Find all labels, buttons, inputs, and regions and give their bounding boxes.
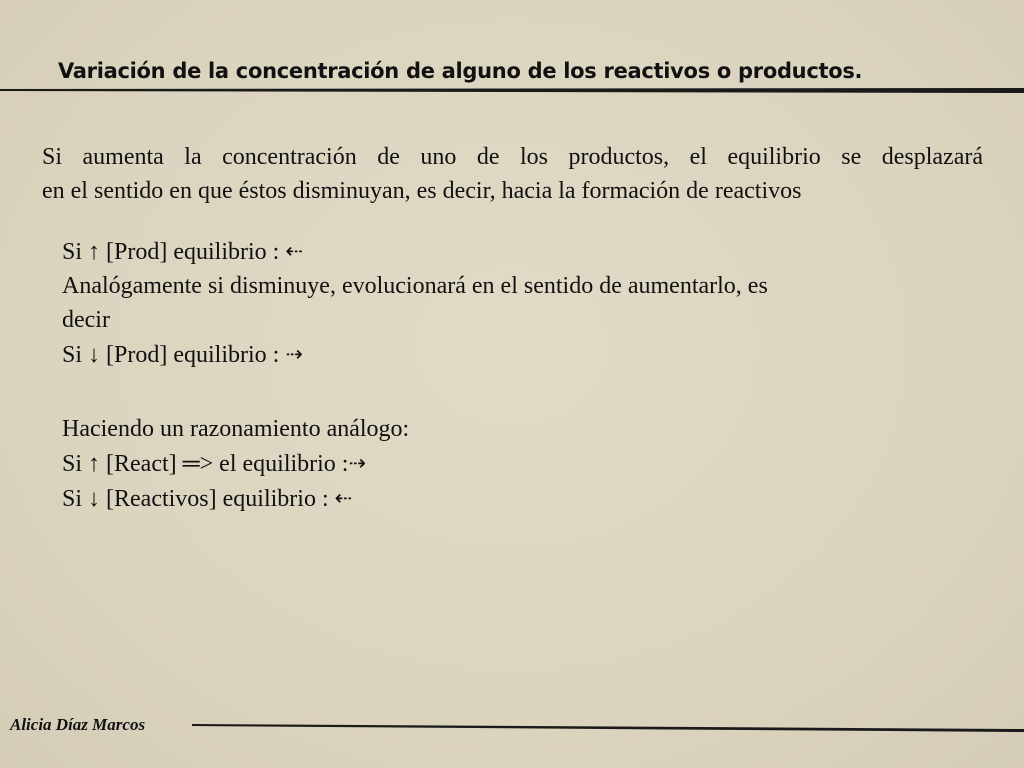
arrow-right-icon: ⇢ [285,342,303,366]
slide-title: Variación de la concentración de alguno de los reactivos o productos. [58,59,863,83]
reactants-decrease-line [62,481,409,516]
analogous-line: Analógamente si disminuye, evolucionará en el sentido de aumentarlo, es [62,273,768,299]
products-decrease-line [62,337,768,372]
reactants-increase-line [62,446,409,481]
footer-divider [192,715,1024,735]
intro-line-1: Si aumenta la concentración de uno de los productos, el equilibrio se desplazará [42,144,983,170]
decir-line: decir [62,307,110,333]
products-block [62,234,768,372]
arrow-right-icon: ⇢ [348,451,367,475]
intro-paragraph [42,140,983,208]
author-signature: Alicia Díaz Marcos [10,715,146,734]
reasoning-line: Haciendo un razonamiento análogo: [62,416,410,442]
products-decrease-text: Si ↓ [Prod] equilibrio : [62,342,286,368]
products-increase-line [62,234,768,269]
intro-line-2: en el sentido en que éstos disminuyan, es decir, hacia la formación de reactivos [42,178,802,204]
reactants-decrease-text: Si ↓ [Reactivos] equilibrio : [62,486,335,512]
reactants-increase-text: Si ↑ [React] ═> el equilibrio : [62,451,349,477]
products-increase-text: Si ↑ [Prod] equilibrio : [62,239,286,265]
title-divider [0,88,1024,93]
arrow-left-icon: ⇠ [334,486,353,510]
arrow-left-icon: ⇠ [285,239,303,263]
reactants-block [62,412,409,516]
